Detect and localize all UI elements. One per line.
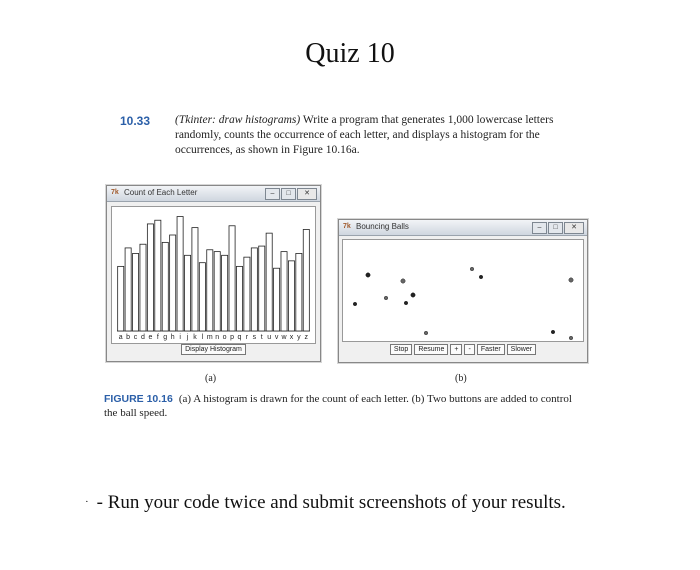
histogram-bar-z (303, 229, 309, 331)
ball (569, 278, 573, 282)
histogram-bar-k (192, 228, 198, 331)
figure-text: (a) A histogram is drawn for the count of each letter. (b) Two buttons are added to control the ball speed. (104, 393, 572, 419)
histogram-tick-n: n (215, 334, 220, 341)
app-icon: 7k (111, 189, 119, 196)
ball (479, 275, 483, 279)
exercise-number: 10.33 (120, 114, 151, 128)
histogram-tick-c: c (133, 334, 138, 341)
resume-button[interactable]: Resume (414, 344, 448, 355)
histogram-tick-z: z (304, 334, 309, 341)
display-histogram-button[interactable]: Display Histogram (181, 344, 246, 355)
balls-area (343, 240, 583, 341)
histogram-bar-v (274, 268, 280, 331)
balls-canvas (342, 239, 584, 342)
histogram-tick-b: b (126, 334, 131, 341)
histogram-tick-l: l (201, 334, 204, 341)
histogram-bar-h (170, 235, 176, 331)
histogram-tick-u: u (267, 334, 272, 341)
histogram-tick-t: t (260, 334, 263, 341)
bullet-dot: · (85, 496, 89, 508)
histogram-bar-x (288, 261, 294, 331)
slower-button[interactable]: Slower (507, 344, 536, 355)
minimize-icon[interactable]: – (265, 188, 280, 200)
histogram-bar-b (125, 248, 131, 331)
ball (404, 301, 408, 305)
ball (401, 279, 405, 283)
maximize-icon[interactable]: □ (548, 222, 563, 234)
histogram-bar-p (229, 226, 235, 331)
faster-button[interactable]: Faster (477, 344, 505, 355)
histogram-tick-i: i (179, 334, 181, 341)
histogram-bar-f (155, 220, 161, 331)
maximize-icon[interactable]: □ (281, 188, 296, 200)
histogram-tick-o: o (222, 334, 227, 341)
histogram-tick-y: y (297, 334, 301, 341)
histogram-canvas (111, 206, 316, 344)
instruction-text: - Run your code twice and submit screenshots of your results. (96, 492, 566, 513)
ball (424, 331, 428, 335)
histogram-tick-f: f (156, 334, 159, 341)
histogram-tick-a: a (118, 334, 123, 341)
stop-button[interactable]: Stop (390, 344, 412, 355)
histogram-window-title: Count of Each Letter (124, 188, 198, 197)
histogram-tick-w: w (281, 334, 287, 341)
exercise-text (175, 113, 595, 158)
histogram-bar-e (147, 224, 153, 331)
histogram-bar-i (177, 217, 183, 331)
histogram-tick-x: x (289, 334, 294, 341)
instruction (85, 490, 605, 515)
caption-b: (b) (455, 373, 467, 384)
figure-caption (104, 392, 584, 420)
ball (353, 302, 357, 306)
histogram-window-titlebar[interactable] (107, 186, 320, 202)
caption-a: (a) (205, 373, 217, 384)
close-icon[interactable]: ✕ (564, 222, 584, 234)
histogram-bar-y (296, 253, 302, 331)
ball (384, 296, 388, 300)
minus-button[interactable]: - (464, 344, 474, 355)
page-title: Quiz 10 (305, 38, 395, 69)
histogram-bar-j (184, 255, 190, 331)
histogram-bar-t (259, 246, 265, 331)
exercise-body: Write a program that generates 1,000 lowercase letters randomly, counts the occurrence of each letter, and displays a histogram for the occurrences, as shown in Figure 10.16a. (175, 114, 554, 156)
app-icon: 7k (343, 223, 351, 230)
histogram-bar-g (162, 242, 168, 331)
histogram-tick-j: j (186, 334, 189, 341)
histogram-bar-d (140, 244, 146, 331)
histogram-bar-u (266, 233, 272, 331)
ball (569, 336, 573, 340)
histogram-tick-r: r (245, 334, 249, 341)
histogram-tick-p: p (230, 334, 235, 341)
histogram-bar-s (251, 248, 257, 331)
histogram-tick-k: k (193, 334, 197, 341)
histogram-tick-v: v (274, 334, 279, 341)
ball (551, 330, 555, 334)
histogram-bar-a (118, 266, 124, 331)
histogram-bar-q (236, 266, 242, 331)
histogram-tick-d: d (141, 334, 145, 341)
histogram-bar-c (133, 253, 139, 331)
histogram-bar-w (281, 252, 287, 331)
figure-label: FIGURE 10.16 (104, 393, 173, 405)
histogram-tick-h: h (170, 334, 175, 341)
histogram-chart (112, 207, 315, 343)
ball (470, 267, 474, 271)
histogram-tick-e: e (148, 334, 153, 341)
plus-button[interactable]: + (450, 344, 462, 355)
minimize-icon[interactable]: – (532, 222, 547, 234)
bouncing-balls-window (338, 219, 588, 363)
histogram-bar-m (207, 250, 213, 331)
balls-window-titlebar[interactable] (339, 220, 587, 236)
ball (366, 273, 370, 277)
histogram-bar-o (222, 255, 228, 331)
histogram-tick-m: m (206, 334, 213, 341)
exercise-topic: (Tkinter: draw histograms) (175, 114, 301, 126)
histogram-tick-q: q (237, 334, 242, 341)
histogram-bar-r (244, 257, 250, 331)
histogram-bar-n (214, 252, 220, 331)
balls-window-title: Bouncing Balls (356, 222, 409, 231)
ball (411, 293, 415, 297)
histogram-tick-s: s (252, 334, 257, 341)
histogram-window (106, 185, 321, 362)
histogram-bar-l (199, 263, 205, 331)
close-icon[interactable]: ✕ (297, 188, 317, 200)
histogram-tick-g: g (163, 334, 168, 341)
